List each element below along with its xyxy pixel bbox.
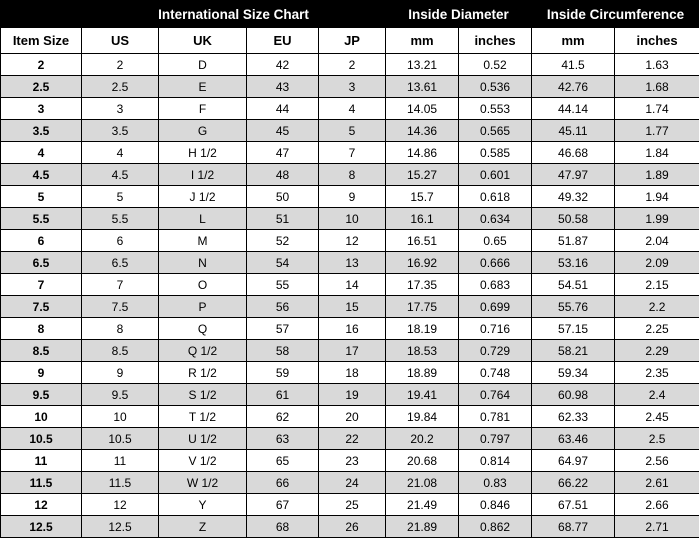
cell-jp: 23	[319, 450, 386, 472]
table-row	[1, 340, 699, 362]
cell-diameter-mm: 20.68	[386, 450, 459, 472]
cell-diameter-mm: 18.19	[386, 318, 459, 340]
cell-diameter-mm: 13.61	[386, 76, 459, 98]
cell-circumference-mm: 58.21	[532, 340, 615, 362]
table-row	[1, 428, 699, 450]
cell-diameter-mm: 20.2	[386, 428, 459, 450]
cell-circumference-inches: 1.77	[615, 120, 699, 142]
cell-uk: D	[159, 54, 247, 76]
cell-uk: H 1/2	[159, 142, 247, 164]
cell-item-size: 2	[1, 54, 82, 76]
cell-diameter-mm: 21.89	[386, 516, 459, 538]
cell-diameter-mm: 14.36	[386, 120, 459, 142]
cell-diameter-inches: 0.862	[459, 516, 532, 538]
cell-diameter-mm: 14.05	[386, 98, 459, 120]
cell-eu: 59	[247, 362, 319, 384]
cell-item-size: 4.5	[1, 164, 82, 186]
cell-diameter-mm: 16.51	[386, 230, 459, 252]
table-row	[1, 186, 699, 208]
cell-circumference-mm: 62.33	[532, 406, 615, 428]
cell-diameter-inches: 0.716	[459, 318, 532, 340]
cell-item-size: 3.5	[1, 120, 82, 142]
cell-us: 7	[82, 274, 159, 296]
cell-uk: Z	[159, 516, 247, 538]
cell-circumference-mm: 66.22	[532, 472, 615, 494]
cell-circumference-mm: 53.16	[532, 252, 615, 274]
cell-jp: 18	[319, 362, 386, 384]
cell-circumference-mm: 54.51	[532, 274, 615, 296]
table-body	[1, 54, 699, 538]
cell-us: 7.5	[82, 296, 159, 318]
cell-eu: 68	[247, 516, 319, 538]
cell-eu: 51	[247, 208, 319, 230]
cell-diameter-mm: 15.7	[386, 186, 459, 208]
cell-diameter-inches: 0.565	[459, 120, 532, 142]
cell-circumference-inches: 2.71	[615, 516, 699, 538]
cell-eu: 44	[247, 98, 319, 120]
cell-diameter-mm: 13.21	[386, 54, 459, 76]
cell-uk: S 1/2	[159, 384, 247, 406]
cell-diameter-mm: 16.1	[386, 208, 459, 230]
cell-eu: 63	[247, 428, 319, 450]
cell-circumference-mm: 44.14	[532, 98, 615, 120]
cell-circumference-inches: 2.09	[615, 252, 699, 274]
cell-jp: 10	[319, 208, 386, 230]
column-header-us: US	[82, 28, 159, 54]
cell-uk: J 1/2	[159, 186, 247, 208]
cell-diameter-mm: 19.41	[386, 384, 459, 406]
cell-item-size: 8.5	[1, 340, 82, 362]
cell-us: 10	[82, 406, 159, 428]
cell-circumference-inches: 2.4	[615, 384, 699, 406]
cell-eu: 43	[247, 76, 319, 98]
cell-eu: 47	[247, 142, 319, 164]
cell-diameter-inches: 0.634	[459, 208, 532, 230]
cell-eu: 42	[247, 54, 319, 76]
cell-item-size: 5	[1, 186, 82, 208]
cell-diameter-mm: 18.89	[386, 362, 459, 384]
column-header-diameter-inches: inches	[459, 28, 532, 54]
cell-eu: 55	[247, 274, 319, 296]
cell-circumference-inches: 1.94	[615, 186, 699, 208]
cell-uk: M	[159, 230, 247, 252]
cell-diameter-inches: 0.683	[459, 274, 532, 296]
cell-us: 8	[82, 318, 159, 340]
column-header-circumference-inches: inches	[615, 28, 699, 54]
cell-diameter-mm: 17.75	[386, 296, 459, 318]
cell-us: 2.5	[82, 76, 159, 98]
group-header-row	[1, 1, 699, 28]
cell-eu: 48	[247, 164, 319, 186]
cell-circumference-mm: 50.58	[532, 208, 615, 230]
cell-us: 4	[82, 142, 159, 164]
cell-diameter-inches: 0.781	[459, 406, 532, 428]
table-row	[1, 164, 699, 186]
cell-eu: 50	[247, 186, 319, 208]
cell-us: 6.5	[82, 252, 159, 274]
cell-circumference-inches: 1.84	[615, 142, 699, 164]
cell-item-size: 8	[1, 318, 82, 340]
cell-eu: 45	[247, 120, 319, 142]
cell-uk: N	[159, 252, 247, 274]
cell-circumference-mm: 41.5	[532, 54, 615, 76]
cell-item-size: 9.5	[1, 384, 82, 406]
cell-us: 9.5	[82, 384, 159, 406]
table-row	[1, 252, 699, 274]
table-row	[1, 230, 699, 252]
cell-circumference-inches: 2.04	[615, 230, 699, 252]
group-header-inside-diameter: Inside Diameter	[386, 1, 532, 28]
cell-circumference-mm: 63.46	[532, 428, 615, 450]
cell-diameter-inches: 0.601	[459, 164, 532, 186]
table-row	[1, 450, 699, 472]
cell-uk: Y	[159, 494, 247, 516]
table-row	[1, 472, 699, 494]
cell-circumference-mm: 51.87	[532, 230, 615, 252]
cell-eu: 65	[247, 450, 319, 472]
cell-diameter-mm: 21.08	[386, 472, 459, 494]
cell-circumference-inches: 2.45	[615, 406, 699, 428]
table-row	[1, 406, 699, 428]
cell-uk: T 1/2	[159, 406, 247, 428]
cell-diameter-mm: 15.27	[386, 164, 459, 186]
table-row	[1, 296, 699, 318]
cell-diameter-inches: 0.699	[459, 296, 532, 318]
cell-circumference-inches: 1.68	[615, 76, 699, 98]
cell-uk: W 1/2	[159, 472, 247, 494]
cell-circumference-inches: 2.25	[615, 318, 699, 340]
cell-us: 3.5	[82, 120, 159, 142]
cell-jp: 25	[319, 494, 386, 516]
cell-uk: F	[159, 98, 247, 120]
cell-circumference-mm: 64.97	[532, 450, 615, 472]
cell-uk: P	[159, 296, 247, 318]
cell-us: 6	[82, 230, 159, 252]
cell-us: 12	[82, 494, 159, 516]
cell-circumference-mm: 47.97	[532, 164, 615, 186]
cell-jp: 24	[319, 472, 386, 494]
cell-diameter-mm: 14.86	[386, 142, 459, 164]
cell-jp: 12	[319, 230, 386, 252]
cell-jp: 20	[319, 406, 386, 428]
cell-uk: L	[159, 208, 247, 230]
column-header-diameter-mm: mm	[386, 28, 459, 54]
cell-diameter-mm: 17.35	[386, 274, 459, 296]
cell-jp: 2	[319, 54, 386, 76]
cell-diameter-mm: 18.53	[386, 340, 459, 362]
cell-us: 2	[82, 54, 159, 76]
cell-circumference-mm: 46.68	[532, 142, 615, 164]
cell-eu: 57	[247, 318, 319, 340]
cell-circumference-inches: 2.15	[615, 274, 699, 296]
cell-item-size: 6.5	[1, 252, 82, 274]
cell-us: 5	[82, 186, 159, 208]
cell-jp: 4	[319, 98, 386, 120]
cell-uk: G	[159, 120, 247, 142]
column-header-circumference-mm: mm	[532, 28, 615, 54]
column-header-eu: EU	[247, 28, 319, 54]
column-header-jp: JP	[319, 28, 386, 54]
cell-diameter-inches: 0.65	[459, 230, 532, 252]
table-row	[1, 384, 699, 406]
cell-diameter-inches: 0.536	[459, 76, 532, 98]
cell-jp: 5	[319, 120, 386, 142]
cell-item-size: 12	[1, 494, 82, 516]
cell-us: 9	[82, 362, 159, 384]
cell-us: 3	[82, 98, 159, 120]
cell-circumference-inches: 1.99	[615, 208, 699, 230]
cell-circumference-inches: 1.74	[615, 98, 699, 120]
cell-item-size: 11	[1, 450, 82, 472]
cell-uk: Q 1/2	[159, 340, 247, 362]
cell-circumference-mm: 59.34	[532, 362, 615, 384]
cell-circumference-mm: 42.76	[532, 76, 615, 98]
cell-circumference-inches: 2.2	[615, 296, 699, 318]
cell-us: 11.5	[82, 472, 159, 494]
group-header-international: International Size Chart	[82, 1, 386, 28]
cell-circumference-mm: 49.32	[532, 186, 615, 208]
column-header-row	[1, 28, 699, 54]
cell-circumference-inches: 2.61	[615, 472, 699, 494]
cell-diameter-inches: 0.748	[459, 362, 532, 384]
cell-diameter-inches: 0.83	[459, 472, 532, 494]
cell-circumference-inches: 2.5	[615, 428, 699, 450]
cell-jp: 7	[319, 142, 386, 164]
cell-circumference-inches: 2.66	[615, 494, 699, 516]
table-row	[1, 142, 699, 164]
column-header-uk: UK	[159, 28, 247, 54]
cell-eu: 52	[247, 230, 319, 252]
cell-uk: R 1/2	[159, 362, 247, 384]
cell-circumference-inches: 2.56	[615, 450, 699, 472]
cell-diameter-mm: 19.84	[386, 406, 459, 428]
cell-item-size: 2.5	[1, 76, 82, 98]
cell-eu: 62	[247, 406, 319, 428]
cell-jp: 17	[319, 340, 386, 362]
cell-circumference-inches: 1.63	[615, 54, 699, 76]
table-row	[1, 318, 699, 340]
cell-item-size: 12.5	[1, 516, 82, 538]
cell-circumference-inches: 2.29	[615, 340, 699, 362]
cell-eu: 66	[247, 472, 319, 494]
cell-uk: E	[159, 76, 247, 98]
cell-diameter-inches: 0.729	[459, 340, 532, 362]
cell-diameter-inches: 0.764	[459, 384, 532, 406]
cell-item-size: 7	[1, 274, 82, 296]
cell-diameter-inches: 0.553	[459, 98, 532, 120]
table-row	[1, 54, 699, 76]
cell-jp: 14	[319, 274, 386, 296]
group-header-inside-circumference: Inside Circumference	[532, 1, 699, 28]
cell-jp: 8	[319, 164, 386, 186]
cell-diameter-inches: 0.666	[459, 252, 532, 274]
group-header-blank	[1, 1, 82, 28]
cell-circumference-mm: 57.15	[532, 318, 615, 340]
cell-diameter-inches: 0.846	[459, 494, 532, 516]
cell-item-size: 11.5	[1, 472, 82, 494]
cell-us: 8.5	[82, 340, 159, 362]
table-head	[1, 1, 699, 54]
cell-diameter-inches: 0.618	[459, 186, 532, 208]
cell-item-size: 10.5	[1, 428, 82, 450]
cell-diameter-inches: 0.797	[459, 428, 532, 450]
cell-item-size: 9	[1, 362, 82, 384]
cell-diameter-inches: 0.814	[459, 450, 532, 472]
cell-item-size: 6	[1, 230, 82, 252]
cell-diameter-mm: 21.49	[386, 494, 459, 516]
cell-eu: 56	[247, 296, 319, 318]
cell-uk: Q	[159, 318, 247, 340]
cell-us: 10.5	[82, 428, 159, 450]
cell-eu: 58	[247, 340, 319, 362]
table-row	[1, 98, 699, 120]
cell-item-size: 4	[1, 142, 82, 164]
cell-us: 12.5	[82, 516, 159, 538]
table-row	[1, 208, 699, 230]
cell-diameter-inches: 0.52	[459, 54, 532, 76]
cell-circumference-mm: 67.51	[532, 494, 615, 516]
cell-circumference-mm: 68.77	[532, 516, 615, 538]
cell-jp: 16	[319, 318, 386, 340]
cell-jp: 13	[319, 252, 386, 274]
cell-item-size: 10	[1, 406, 82, 428]
cell-circumference-inches: 1.89	[615, 164, 699, 186]
column-header-item-size: Item Size	[1, 28, 82, 54]
cell-jp: 3	[319, 76, 386, 98]
cell-circumference-mm: 45.11	[532, 120, 615, 142]
table-row	[1, 362, 699, 384]
cell-circumference-mm: 60.98	[532, 384, 615, 406]
cell-item-size: 5.5	[1, 208, 82, 230]
cell-jp: 19	[319, 384, 386, 406]
cell-circumference-inches: 2.35	[615, 362, 699, 384]
cell-circumference-mm: 55.76	[532, 296, 615, 318]
cell-uk: V 1/2	[159, 450, 247, 472]
table-row	[1, 494, 699, 516]
cell-uk: U 1/2	[159, 428, 247, 450]
table-row	[1, 274, 699, 296]
cell-eu: 54	[247, 252, 319, 274]
cell-uk: I 1/2	[159, 164, 247, 186]
cell-uk: O	[159, 274, 247, 296]
cell-us: 11	[82, 450, 159, 472]
table-row	[1, 120, 699, 142]
cell-diameter-mm: 16.92	[386, 252, 459, 274]
cell-eu: 67	[247, 494, 319, 516]
cell-jp: 26	[319, 516, 386, 538]
table-row	[1, 76, 699, 98]
cell-item-size: 3	[1, 98, 82, 120]
cell-us: 5.5	[82, 208, 159, 230]
cell-diameter-inches: 0.585	[459, 142, 532, 164]
cell-item-size: 7.5	[1, 296, 82, 318]
cell-us: 4.5	[82, 164, 159, 186]
cell-jp: 9	[319, 186, 386, 208]
cell-jp: 22	[319, 428, 386, 450]
table-row	[1, 516, 699, 538]
cell-jp: 15	[319, 296, 386, 318]
cell-eu: 61	[247, 384, 319, 406]
